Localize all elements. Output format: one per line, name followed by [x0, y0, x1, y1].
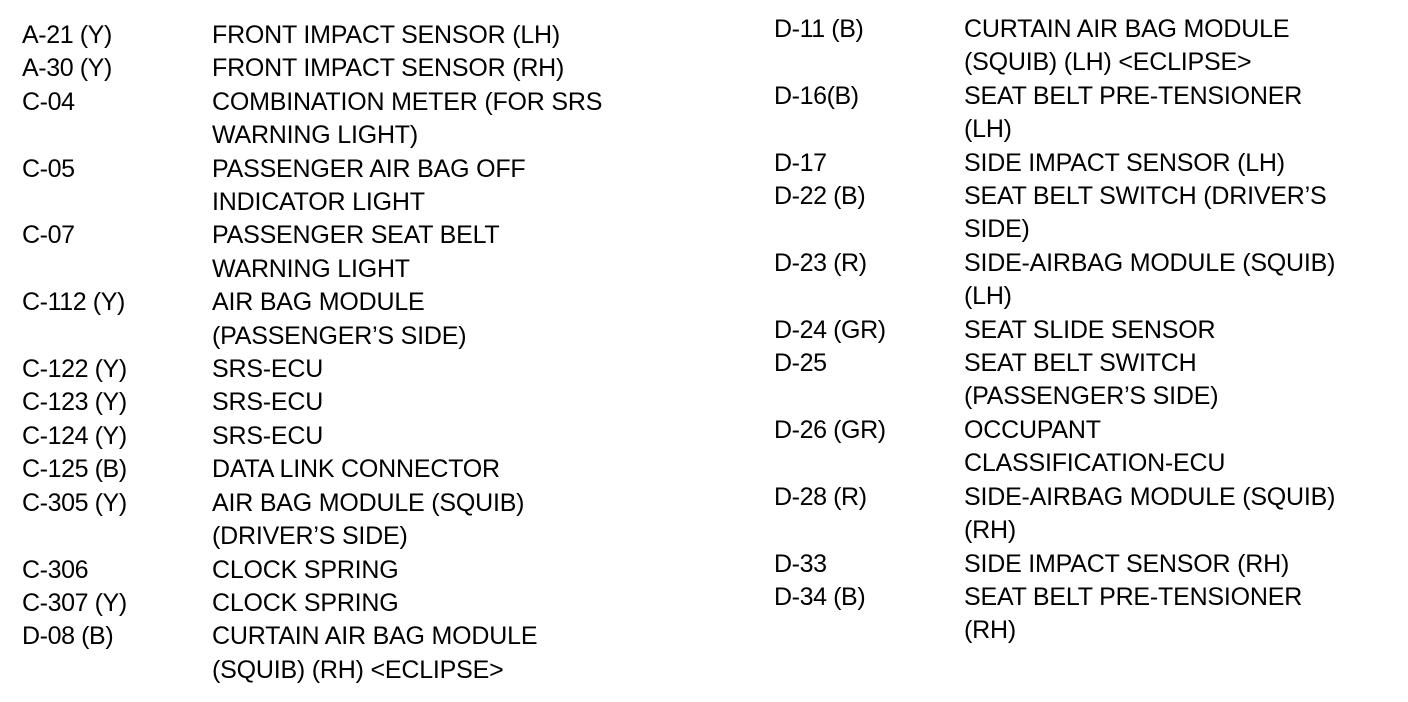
description-line: CLASSIFICATION-ECU: [964, 449, 1226, 478]
connector-code: C-307 (Y): [22, 588, 127, 617]
description-line: AIR BAG MODULE: [212, 288, 425, 317]
description-line: SRS-ECU: [212, 388, 324, 417]
connector-description: [964, 180, 1326, 247]
connector-code: D-24 (GR): [774, 315, 886, 344]
description-line: COMBINATION METER (FOR SRS: [212, 87, 603, 116]
description-line: (SQUIB) (LH) <ECLIPSE>: [964, 48, 1252, 77]
connector-row: [22, 219, 722, 286]
connector-list-right: [774, 13, 1404, 648]
description-line: SRS-ECU: [212, 421, 324, 450]
description-line: (RH): [964, 616, 1016, 645]
connector-code: C-07: [22, 221, 75, 250]
connector-description: [964, 548, 1289, 581]
connector-row: [774, 481, 1404, 548]
connector-description: [964, 347, 1218, 414]
connector-row: [774, 180, 1404, 247]
connector-code: C-305 (Y): [22, 488, 127, 517]
description-line: (DRIVER’S SIDE): [212, 522, 408, 551]
connector-row: [22, 554, 722, 587]
description-line: SEAT BELT PRE-TENSIONER: [964, 81, 1303, 110]
connector-row: [774, 414, 1404, 481]
description-line: SEAT BELT PRE-TENSIONER: [964, 582, 1303, 611]
description-line: CURTAIN AIR BAG MODULE: [964, 15, 1290, 43]
connector-description: [964, 581, 1302, 648]
connector-description: [964, 414, 1225, 481]
connector-code: D-34 (B): [774, 582, 866, 611]
connector-description: [212, 219, 500, 286]
connector-row: [22, 420, 722, 453]
description-line: INDICATOR LIGHT: [212, 188, 425, 217]
description-line: OCCUPANT: [964, 415, 1101, 444]
connector-description: [212, 487, 524, 554]
connector-row: [22, 453, 722, 486]
connector-description: [212, 19, 560, 52]
connector-code: C-125 (B): [22, 455, 127, 484]
description-line: (PASSENGER’S SIDE): [964, 382, 1219, 411]
connector-row: [774, 13, 1404, 80]
description-line: SIDE IMPACT SENSOR (LH): [964, 148, 1285, 177]
connector-row: [22, 386, 722, 419]
connector-code: D-28 (R): [774, 482, 867, 511]
connector-row: [774, 548, 1404, 581]
description-line: CLOCK SPRING: [212, 555, 399, 584]
connector-row: [774, 80, 1404, 147]
description-line: SEAT BELT SWITCH (DRIVER’S: [964, 182, 1327, 211]
connector-code: C-05: [22, 154, 75, 183]
connector-row: [22, 19, 722, 52]
connector-description: [212, 386, 323, 419]
description-line: WARNING LIGHT): [212, 121, 418, 150]
connector-row: [22, 620, 722, 687]
description-line: SEAT SLIDE SENSOR: [964, 315, 1216, 344]
connector-code: D-11 (B): [774, 15, 864, 43]
connector-code: D-23 (R): [774, 248, 867, 277]
connector-description: [964, 247, 1335, 314]
connector-description: [212, 420, 323, 453]
description-line: PASSENGER SEAT BELT: [212, 221, 500, 250]
description-line: WARNING LIGHT: [212, 254, 410, 283]
description-line: PASSENGER AIR BAG OFF: [212, 154, 526, 183]
connector-row: [774, 314, 1404, 347]
description-line: (LH): [964, 282, 1012, 311]
connector-row: [22, 153, 722, 220]
connector-row: [774, 247, 1404, 314]
connector-row: [22, 353, 722, 386]
description-line: CLOCK SPRING: [212, 588, 399, 617]
connector-description: [212, 52, 564, 85]
connector-code: C-04: [22, 87, 75, 116]
description-line: SIDE IMPACT SENSOR (RH): [964, 549, 1290, 578]
description-line: CURTAIN AIR BAG MODULE: [212, 622, 538, 651]
connector-description: [212, 86, 602, 153]
description-line: SRS-ECU: [212, 355, 324, 384]
description-line: (SQUIB) (RH) <ECLIPSE>: [212, 655, 504, 684]
connector-row: [774, 347, 1404, 414]
description-line: SIDE-AIRBAG MODULE (SQUIB): [964, 248, 1336, 277]
connector-description: [212, 453, 500, 486]
connector-row: [22, 52, 722, 85]
connector-description: [964, 147, 1285, 180]
description-line: DATA LINK CONNECTOR: [212, 455, 500, 484]
connector-code: D-16(B): [774, 81, 859, 110]
connector-code: D-25: [774, 349, 827, 378]
connector-row: [22, 487, 722, 554]
connector-description: [212, 554, 399, 587]
connector-description: [212, 353, 323, 386]
connector-code: C-123 (Y): [22, 388, 127, 417]
connector-code: C-124 (Y): [22, 421, 127, 450]
connector-code: A-21 (Y): [22, 21, 112, 49]
connector-row: [774, 581, 1404, 648]
connector-code: D-17: [774, 148, 827, 177]
connector-row: [22, 286, 722, 353]
description-line: (RH): [964, 516, 1016, 545]
connector-code: A-30 (Y): [22, 54, 112, 83]
description-line: SIDE): [964, 215, 1030, 244]
connector-list-left: [22, 19, 722, 687]
connector-description: [212, 153, 525, 220]
connector-code: C-112 (Y): [22, 288, 125, 317]
connector-code: C-306: [22, 555, 89, 584]
connector-description: [964, 481, 1335, 548]
description-line: FRONT IMPACT SENSOR (RH): [212, 54, 565, 83]
connector-description: [212, 286, 466, 353]
connector-description: [212, 620, 537, 687]
connector-description: [212, 587, 399, 620]
connector-description: [964, 80, 1302, 147]
connector-row: [774, 147, 1404, 180]
description-line: (PASSENGER’S SIDE): [212, 321, 467, 350]
connector-description: [964, 13, 1289, 80]
connector-row: [22, 86, 722, 153]
connector-code: D-22 (B): [774, 182, 866, 211]
connector-code: D-26 (GR): [774, 415, 886, 444]
connector-row: [22, 587, 722, 620]
description-line: (LH): [964, 115, 1012, 144]
description-line: SEAT BELT SWITCH: [964, 349, 1197, 378]
connector-code: D-33: [774, 549, 827, 578]
description-line: FRONT IMPACT SENSOR (LH): [212, 21, 561, 49]
description-line: SIDE-AIRBAG MODULE (SQUIB): [964, 482, 1336, 511]
connector-code: D-08 (B): [22, 622, 114, 651]
description-line: AIR BAG MODULE (SQUIB): [212, 488, 525, 517]
connector-description: [964, 314, 1215, 347]
connector-code: C-122 (Y): [22, 355, 127, 384]
